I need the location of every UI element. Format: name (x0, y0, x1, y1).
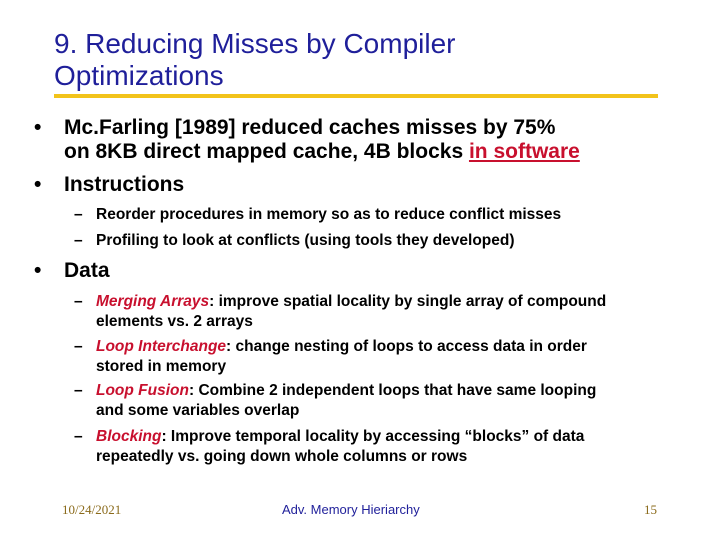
subitem-merging-arrays (74, 292, 694, 332)
dash-marker: – (74, 206, 83, 223)
subitem-text: Reorder procedures in memory so as to reduce conflict misses (96, 206, 562, 223)
title-line-2: Optimizations (54, 60, 224, 91)
term-merging-arrays: Merging Arrays (96, 293, 210, 310)
dash-marker: – (74, 428, 83, 445)
subitem-text-line-1: : change nesting of loops to access data in order (226, 338, 587, 355)
dash-marker: – (74, 338, 83, 355)
dash-marker: – (74, 382, 83, 399)
footer-date: 10/24/2021 (62, 502, 122, 517)
in-software-emphasis: in software (468, 140, 580, 163)
subitem-text-line-2: stored in memory (96, 358, 227, 375)
title-line-1: 9. Reducing Misses by Compiler (54, 28, 456, 59)
dash-marker: – (74, 293, 83, 310)
footer-course-title: Adv. Memory Hieriarchy (282, 502, 420, 517)
slide-title (54, 28, 654, 92)
subitem-reorder-procedures (74, 205, 694, 225)
term-loop-fusion: Loop Fusion (96, 382, 189, 399)
term-blocking: Blocking (96, 428, 162, 445)
bullet-text-line-1: Mc.Farling [1989] reduced caches misses by 75% (64, 116, 556, 139)
bullet-marker: • (34, 173, 42, 196)
bullet-text: Instructions (64, 173, 185, 196)
bullet-marker: • (34, 259, 42, 282)
subitem-loop-fusion (74, 381, 694, 421)
subitem-text-line-1: : improve spatial locality by single array of compound (209, 293, 607, 310)
subitem-text-line-2: repeatedly vs. going down whole columns or rows (96, 448, 468, 465)
subitem-text-line-1: : Improve temporal locality by accessing “blocks” of data (161, 428, 585, 445)
bullet-text: Data (64, 259, 110, 282)
subitem-text: Profiling to look at conflicts (using tools they developed) (96, 232, 515, 249)
bullet-marker: • (34, 116, 42, 139)
subitem-blocking (74, 427, 694, 467)
subitem-text-line-1: : Combine 2 independent loops that have same looping (188, 382, 597, 399)
subitem-text-line-2: elements vs. 2 arrays (96, 313, 253, 330)
subitem-loop-interchange (74, 337, 694, 377)
term-loop-interchange: Loop Interchange (96, 338, 227, 355)
footer-page-number: 15 (644, 502, 657, 517)
bullet-mcfarling (34, 116, 684, 164)
bullet-text-line-2: on 8KB direct mapped cache, 4B blocks (64, 140, 469, 163)
subitem-profiling (74, 231, 694, 251)
bullet-instructions (34, 173, 684, 197)
dash-marker: – (74, 232, 83, 249)
title-underline-rule (54, 94, 658, 98)
bullet-data (34, 259, 684, 283)
subitem-text-line-2: and some variables overlap (96, 402, 300, 419)
